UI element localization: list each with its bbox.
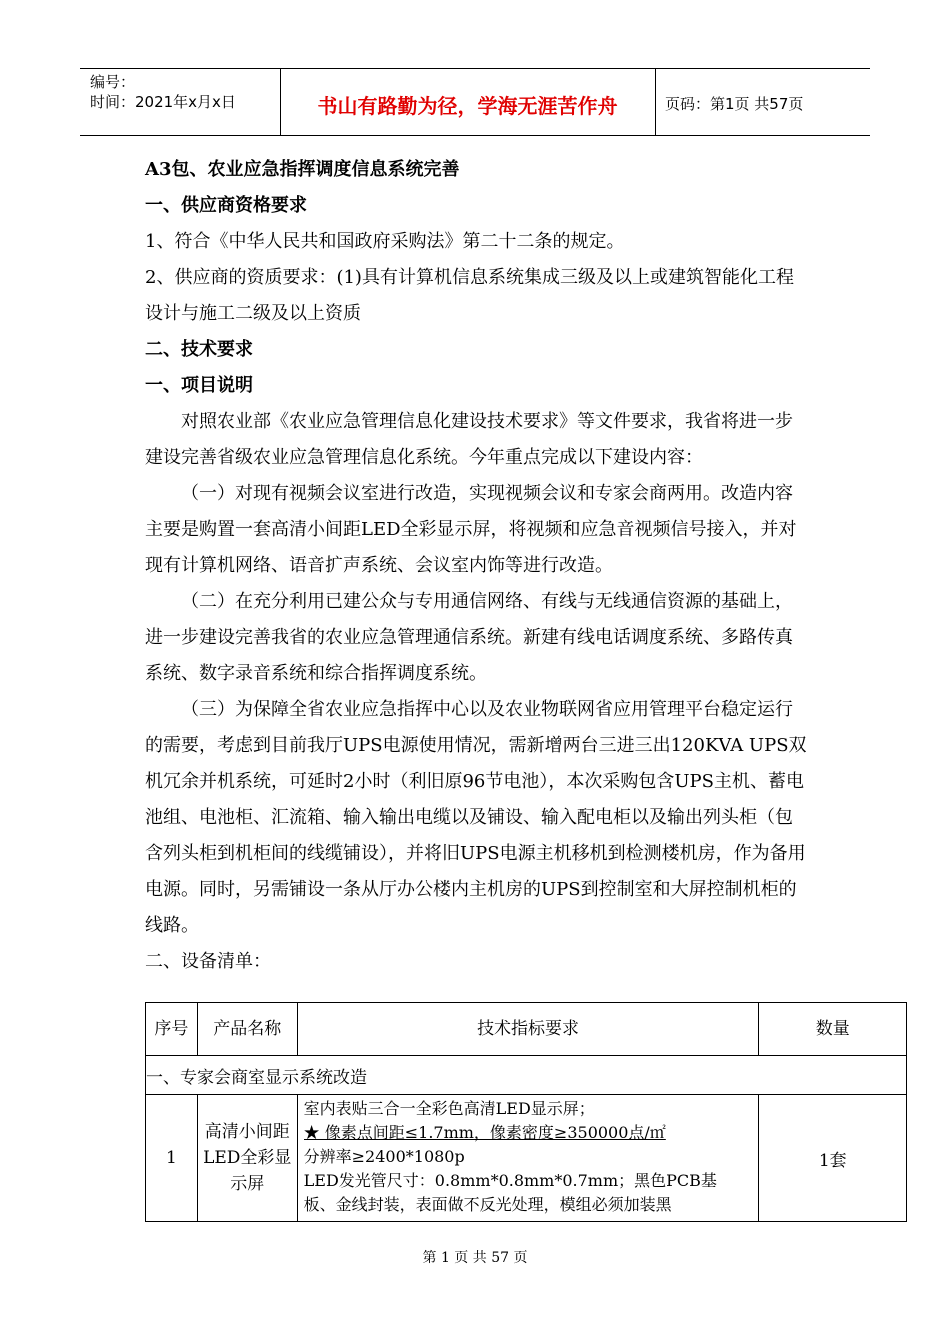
paragraph-item-1: （一）对现有视频会议室进行改造，实现视频会议和专家会商两用。改造内容主要是购置一套高清小间距LED全彩显示屏，将视频和应急音视频信号接入，并对现有计算机网络、语音扩声系统、会议室内饰等进行改造。 bbox=[145, 483, 797, 576]
col-header-qty: 数量 bbox=[759, 1003, 907, 1056]
document-title: A3包、农业应急指挥调度信息系统完善 bbox=[145, 159, 460, 180]
spec-line: 分辨率≥2400*1080p bbox=[303, 1147, 465, 1166]
spec-line: 室内表贴三合一全彩色高清LED显示屏； bbox=[303, 1099, 595, 1118]
paragraph-item-3: （三）为保障全省农业应急指挥中心以及农业物联网省应用管理平台稳定运行的需要，考虑到目前我厅UPS电源使用情况，需新增两台三进三出120KVA UPS双机冗余并机系统，可延时2小时（利旧原96节电池），本次采购包含UPS主机、蓄电池组、电池柜、汇流箱、输入输出电缆以及铺设、输入配电柜以及输出列头柜（包含列头柜到机柜间的线缆铺设），并将旧UPS电源主机移机到检测楼机房，作为备用电源。同时，另需铺设一条从厅办公楼内主机房的UPS到控制室和大屏控制机柜的线路。 bbox=[145, 699, 807, 936]
section-heading-qualifications: 一、供应商资格要求 bbox=[145, 195, 307, 216]
col-header-spec: 技术指标要求 bbox=[297, 1003, 759, 1056]
header-meta bbox=[90, 72, 236, 112]
header-date: 时间：2021年x月x日 bbox=[90, 93, 236, 111]
table-header-row bbox=[146, 1003, 907, 1056]
row-product-name: 高清小间距LED全彩显示屏 bbox=[197, 1095, 297, 1222]
row-number: 1 bbox=[146, 1095, 198, 1222]
section-heading-technical: 二、技术要求 bbox=[145, 339, 253, 360]
spec-line: 板、金线封装，表面做不反光处理，模组必须加装黑 bbox=[303, 1195, 672, 1214]
header-motto: 书山有路勤为径，学海无涯苦作舟 bbox=[317, 94, 618, 118]
section-heading-project: 一、项目说明 bbox=[145, 375, 253, 396]
col-header-name: 产品名称 bbox=[197, 1003, 297, 1056]
header-page-number: 页码：第1页 共57页 bbox=[665, 95, 804, 113]
equipment-table bbox=[145, 1002, 907, 1222]
section-heading-equipment: 二、设备清单： bbox=[145, 951, 271, 972]
header-code: 编号： bbox=[90, 73, 136, 91]
paragraph-intro: 对照农业部《农业应急管理信息化建设技术要求》等文件要求，我省将进一步建设完善省级农业应急管理信息化系统。今年重点完成以下建设内容： bbox=[145, 411, 793, 468]
header-divider-right bbox=[655, 68, 656, 135]
header-bottom-rule bbox=[80, 135, 870, 136]
page-footer: 第 1 页 共 57 页 bbox=[422, 1250, 528, 1266]
col-header-no: 序号 bbox=[146, 1003, 198, 1056]
row-spec bbox=[297, 1095, 759, 1222]
table-row bbox=[146, 1095, 907, 1222]
spec-line-starred: ★ 像素点间距≤1.7mm，像素密度≥350000点/㎡ bbox=[303, 1123, 666, 1142]
document-body bbox=[145, 152, 810, 980]
paragraph-qualification-1: 1、符合《中华人民共和国政府采购法》第二十二条的规定。 bbox=[145, 231, 625, 252]
table-section-title: 一、专家会商室显示系统改造 bbox=[146, 1056, 907, 1095]
row-quantity: 1套 bbox=[759, 1095, 907, 1222]
table-section-row bbox=[146, 1056, 907, 1095]
paragraph-item-2: （二）在充分利用已建公众与专用通信网络、有线与无线通信资源的基础上，进一步建设完善我省的农业应急管理通信系统。新建有线电话调度系统、多路传真系统、数字录音系统和综合指挥调度系统。 bbox=[145, 591, 793, 684]
paragraph-qualification-2: 2、供应商的资质要求：(1)具有计算机信息系统集成三级及以上或建筑智能化工程设计与施工二级及以上资质 bbox=[145, 267, 794, 324]
header-top-rule bbox=[80, 68, 870, 69]
spec-line: LED发光管尺寸：0.8mm*0.8mm*0.7mm；黑色PCB基 bbox=[303, 1171, 717, 1190]
